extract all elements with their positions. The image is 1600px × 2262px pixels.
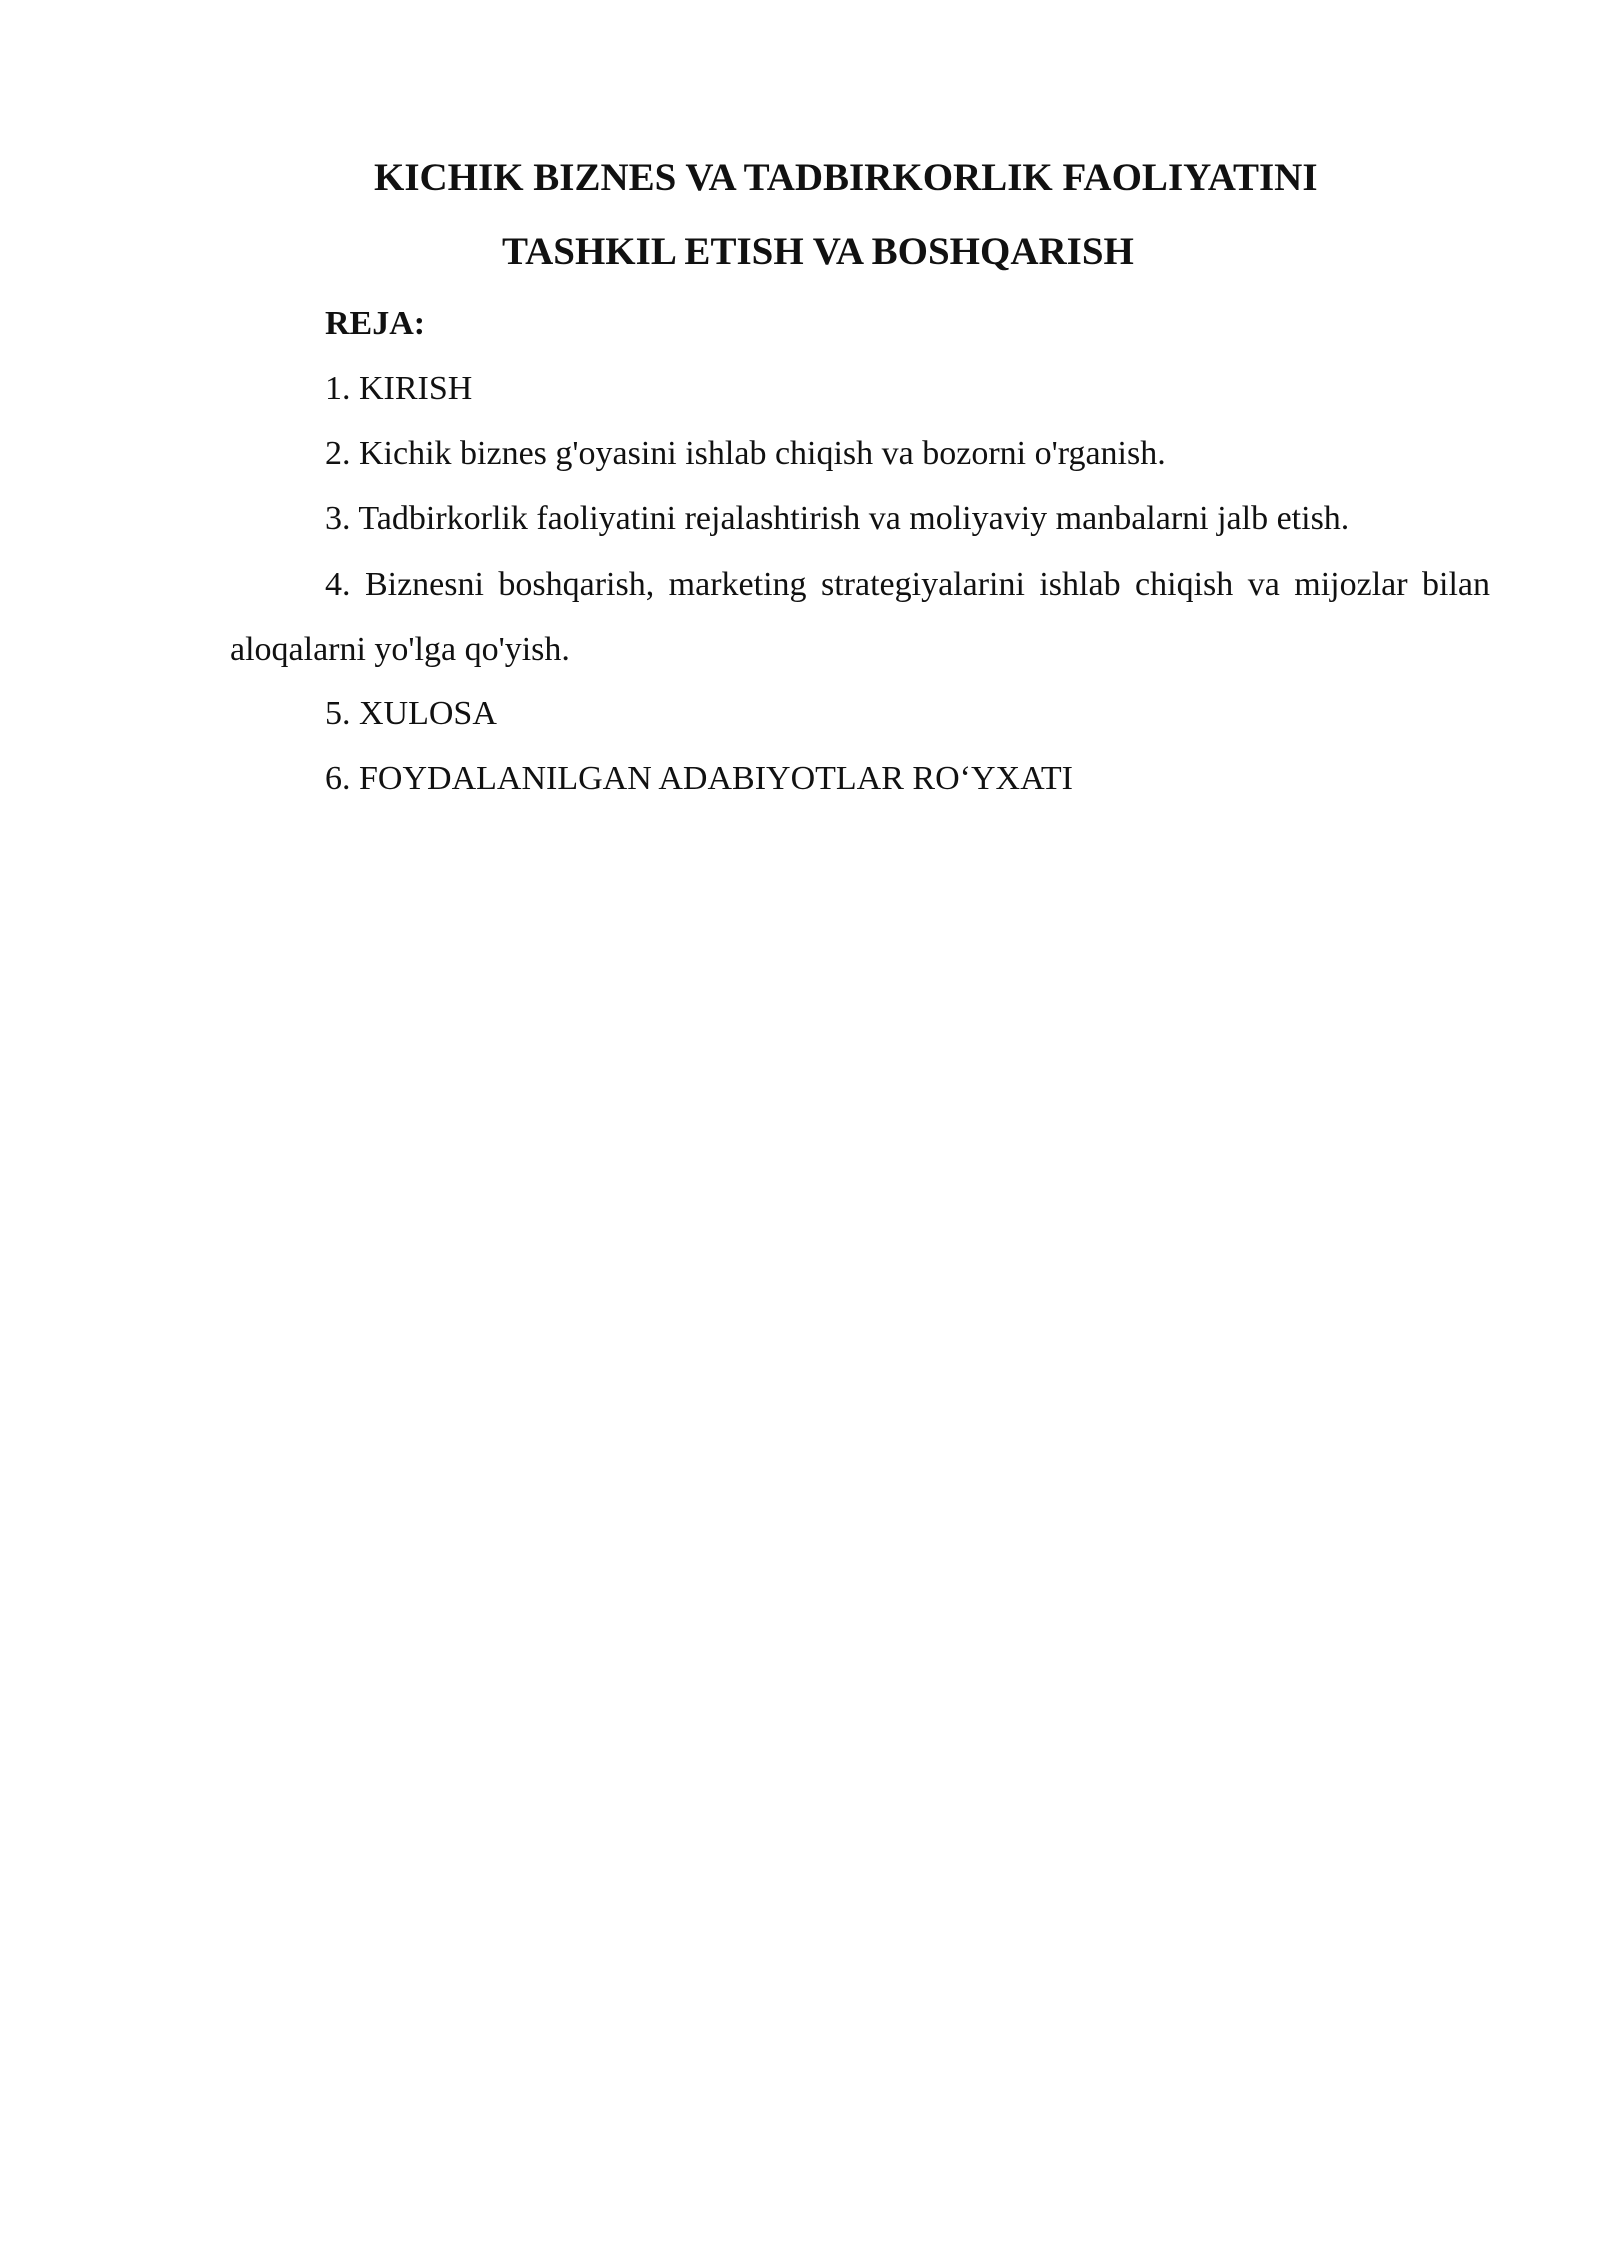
plan-heading: REJA: (325, 305, 426, 342)
document-title-line-2: TASHKIL ETISH VA BOSHQARISH (502, 230, 1134, 273)
plan-item-3: 3. Tadbirkorlik faoliyatini rejalashtirish va moliyaviy manbalarni jalb etish. (325, 500, 1350, 537)
plan-item-2: 2. Kichik biznes g'oyasini ishlab chiqish va bozorni o'rganish. (325, 435, 1166, 472)
document-title-line-1: KICHIK BIZNES VA TADBIRKORLIK FAOLIYATINI (374, 156, 1318, 199)
plan-item-1: 1. KIRISH (325, 370, 473, 407)
plan-item-4: 4. Biznesni boshqarish, marketing strategiyalarini ishlab chiqish va mijozlar bilan aloqalarni yo'lga qo'yish. (230, 566, 1490, 668)
plan-item-6: 6. FOYDALANILGAN ADABIYOTLAR RO‘YXATI (325, 760, 1073, 797)
plan-item-5: 5. XULOSA (325, 695, 497, 732)
